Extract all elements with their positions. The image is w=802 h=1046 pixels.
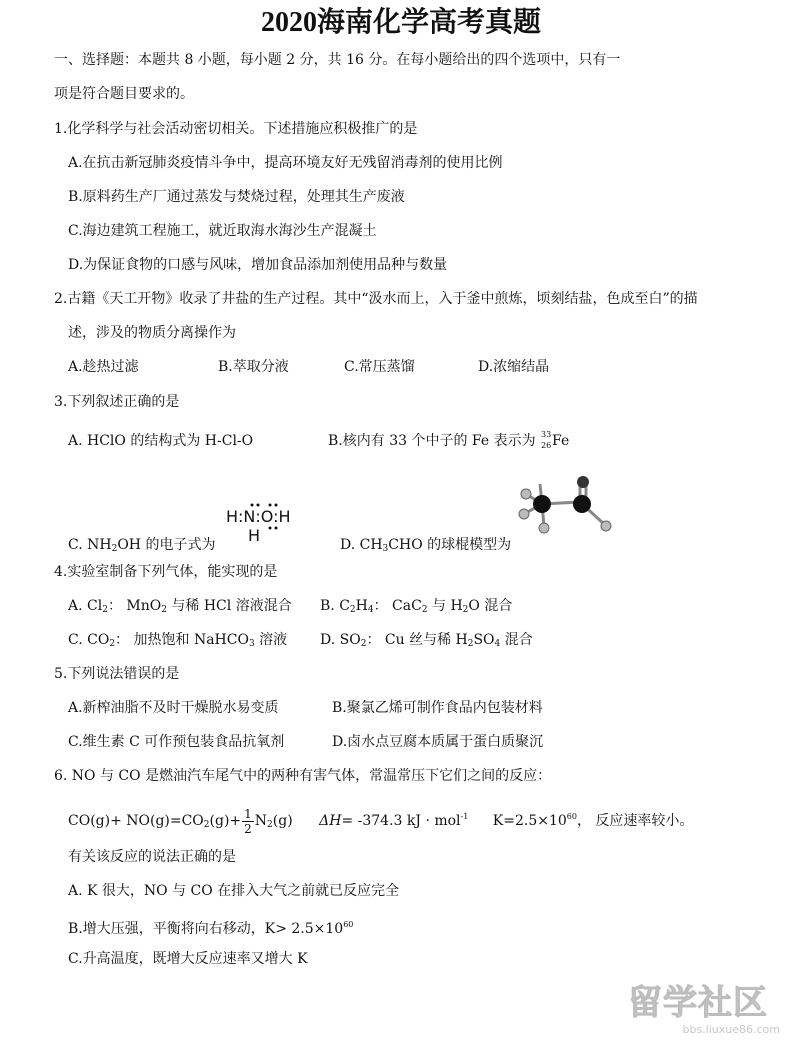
- q6b-exp: 60: [343, 920, 354, 929]
- delta-h-exp: -1: [460, 812, 469, 821]
- q4c-t2: ： 加热饱和 NaHCO: [115, 632, 249, 648]
- q1-option-d: D.为保证食物的口感与风味，增加食品添加剂使用品种与数量: [68, 257, 448, 273]
- q5-option-b: B.聚氯乙烯可制作食品内包装材料: [332, 700, 543, 716]
- q3-d-text-2: CHO 的球棍模型为: [388, 537, 512, 553]
- q1-option-b: B.原料药生产厂通过蒸发与焚烧过程，处理其生产废液: [68, 189, 405, 205]
- q4a-s2: 2: [161, 605, 167, 615]
- q3-c-text-2: OH 的电子式为: [117, 537, 216, 553]
- watermark-url: bbs.liuxue86.com: [682, 1023, 780, 1036]
- hydrogen-atom: [539, 523, 549, 533]
- q2-option-b: B.萃取分液: [218, 359, 289, 375]
- q4d-s3: 4: [494, 639, 501, 649]
- q4c-t1: C. CO: [68, 632, 110, 648]
- q4c-t3: 溶液: [254, 632, 288, 648]
- oxygen-atom: [577, 476, 589, 488]
- hydrogen-atom: [601, 521, 611, 531]
- q6-option-a: A. K 很大，NO 与 CO 在排入大气之前就已反应完全: [68, 883, 400, 899]
- q6-stem: 6. NO 与 CO 是燃油汽车尾气中的两种有害气体，常温常压下它们之间的反应：: [54, 768, 552, 784]
- q2-stem-line1: 2.古籍《天工开物》收录了井盐的生产过程。其中“汲水而上，入于釜中煎炼，顷刻结盐，色成至白”的描: [54, 291, 698, 307]
- q2-option-c: C.常压蒸馏: [344, 359, 415, 375]
- q6-substem: 有关该反应的说法正确的是: [68, 849, 236, 865]
- q4b-s4: 2: [462, 605, 469, 615]
- q4d-t2: ： Cu 丝与稀 H: [366, 632, 468, 648]
- q1-option-c: C.海边建筑工程施工，就近取海水海沙生产混凝土: [68, 223, 377, 239]
- q4d-s1: 2: [360, 639, 367, 649]
- q4-option-d: [320, 631, 533, 653]
- eq-part3: N: [254, 813, 268, 829]
- q4a-t2: ： MnO: [107, 598, 162, 614]
- q4c-s1: 2: [109, 639, 116, 649]
- isotope-atomic-number: 26: [541, 441, 552, 450]
- ch3cho-ball-stick-model: [514, 472, 614, 538]
- q4b-t4: 与 H: [427, 598, 463, 614]
- q4-option-c: [68, 631, 287, 653]
- k-exp: 60: [566, 812, 577, 821]
- q4b-s2: 4: [367, 605, 374, 615]
- q4-stem: 4.实验室制备下列气体，能实现的是: [54, 564, 278, 580]
- frac-den: 2: [244, 821, 252, 836]
- isotope-mass-number: 33: [541, 430, 552, 439]
- q4c-s2: 3: [248, 639, 255, 649]
- page-title: 2020海南化学高考真题: [260, 7, 541, 38]
- q5-option-d: D.卤水点豆腐本质属于蛋白质聚沉: [332, 734, 544, 750]
- eq-fraction: [242, 807, 254, 836]
- q4a-t1: A. Cl: [68, 598, 103, 614]
- q4b-t2: H: [355, 598, 368, 614]
- lewis-row-h: H: [248, 526, 261, 544]
- q4d-t1: D. SO: [320, 632, 361, 648]
- isotope-element: Fe: [552, 433, 570, 449]
- q4b-s3: 2: [421, 605, 428, 615]
- q3-option-b-text: B.核内有 33 个中子的 Fe 表示为: [328, 433, 541, 449]
- q2-stem-line2: 述，涉及的物质分离操作为: [68, 325, 236, 341]
- q4b-s1: 2: [349, 605, 356, 615]
- q5-option-a: A.新榨油脂不及时干燥脱水易变质: [68, 700, 279, 716]
- q4a-s1: 2: [102, 605, 108, 615]
- q3-c-sub: 2: [111, 544, 118, 554]
- frac-num: 1: [244, 806, 252, 821]
- lewis-row-main: H:N:O:H: [226, 507, 291, 526]
- q3-stem: 3.下列叙述正确的是: [54, 394, 180, 410]
- q6b-text: B.增大压强，平衡将向右移动，K> 2.5×10: [68, 921, 344, 937]
- nh2oh-electron-formula: [226, 498, 308, 544]
- q5-stem: 5.下列说法错误的是: [54, 666, 180, 682]
- section-heading-line2: 项是符合题目要求的。: [54, 86, 194, 102]
- q4a-t3: 与稀 HCl 溶液混合: [166, 598, 292, 614]
- eq-part4: (g): [272, 813, 293, 829]
- hydrogen-atom: [521, 489, 531, 499]
- hydrogen-atom: [519, 509, 529, 519]
- eq-part2: (g)+: [209, 813, 242, 829]
- q3-d-text-1: D. CH: [340, 537, 383, 553]
- q1-option-a: A.在抗击新冠肺炎疫情斗争中，提高环境友好无残留消毒剂的使用比例: [68, 155, 503, 171]
- q3-option-a: A. HClO 的结构式为 H-Cl-O: [68, 433, 254, 449]
- q6-equation: [68, 800, 693, 842]
- carbon-atom: [533, 495, 551, 513]
- q3-option-c: [68, 536, 215, 558]
- q4d-t4: 混合: [500, 632, 533, 648]
- rate-note: ， 反应速率较小。: [576, 813, 694, 829]
- k-value: K=2.5×10: [492, 813, 567, 829]
- eq-part1: CO(g)+ NO(g)=CO: [68, 813, 204, 829]
- carbon-atom: [573, 495, 591, 513]
- eq-sub1: 2: [203, 820, 210, 830]
- q3-option-b: [328, 432, 569, 450]
- q6-option-c: C.升高温度，既增大反应速率又增大 K: [68, 951, 308, 967]
- eq-sub2: 2: [267, 820, 273, 830]
- q3-d-sub: 3: [382, 544, 389, 554]
- q4d-t3: SO: [473, 632, 495, 648]
- isotope-notation: [540, 432, 552, 450]
- q4b-t3: ： CaC: [373, 598, 422, 614]
- q3-c-text-1: C. NH: [68, 537, 112, 553]
- q2-option-d: D.浓缩结晶: [478, 359, 550, 375]
- q5-option-c: C.维生素 C 可作预包装食品抗氧剂: [68, 734, 285, 750]
- q6-option-b: [68, 916, 353, 938]
- q2-option-a: A.趁热过滤: [68, 359, 139, 375]
- delta-h-value: = -374.3 kJ · mol: [341, 813, 461, 829]
- watermark-logo-text: 留学社区: [628, 983, 768, 1023]
- q4b-t5: O 混合: [468, 598, 513, 614]
- section-heading-line1: 一、选择题：本题共 8 小题，每小题 2 分，共 16 分。在每小题给出的四个选项中，只有一: [54, 52, 621, 68]
- q4d-s2: 2: [467, 639, 474, 649]
- delta-h-label: ΔH: [319, 813, 342, 829]
- q4b-t1: B. C: [320, 598, 350, 614]
- q1-stem: 1.化学科学与社会活动密切相关。下述措施应积极推广的是: [54, 121, 418, 137]
- q3-option-d: [340, 536, 511, 558]
- q4-option-a: [68, 597, 292, 619]
- watermark: [628, 983, 788, 1041]
- q4-option-b: [320, 597, 512, 619]
